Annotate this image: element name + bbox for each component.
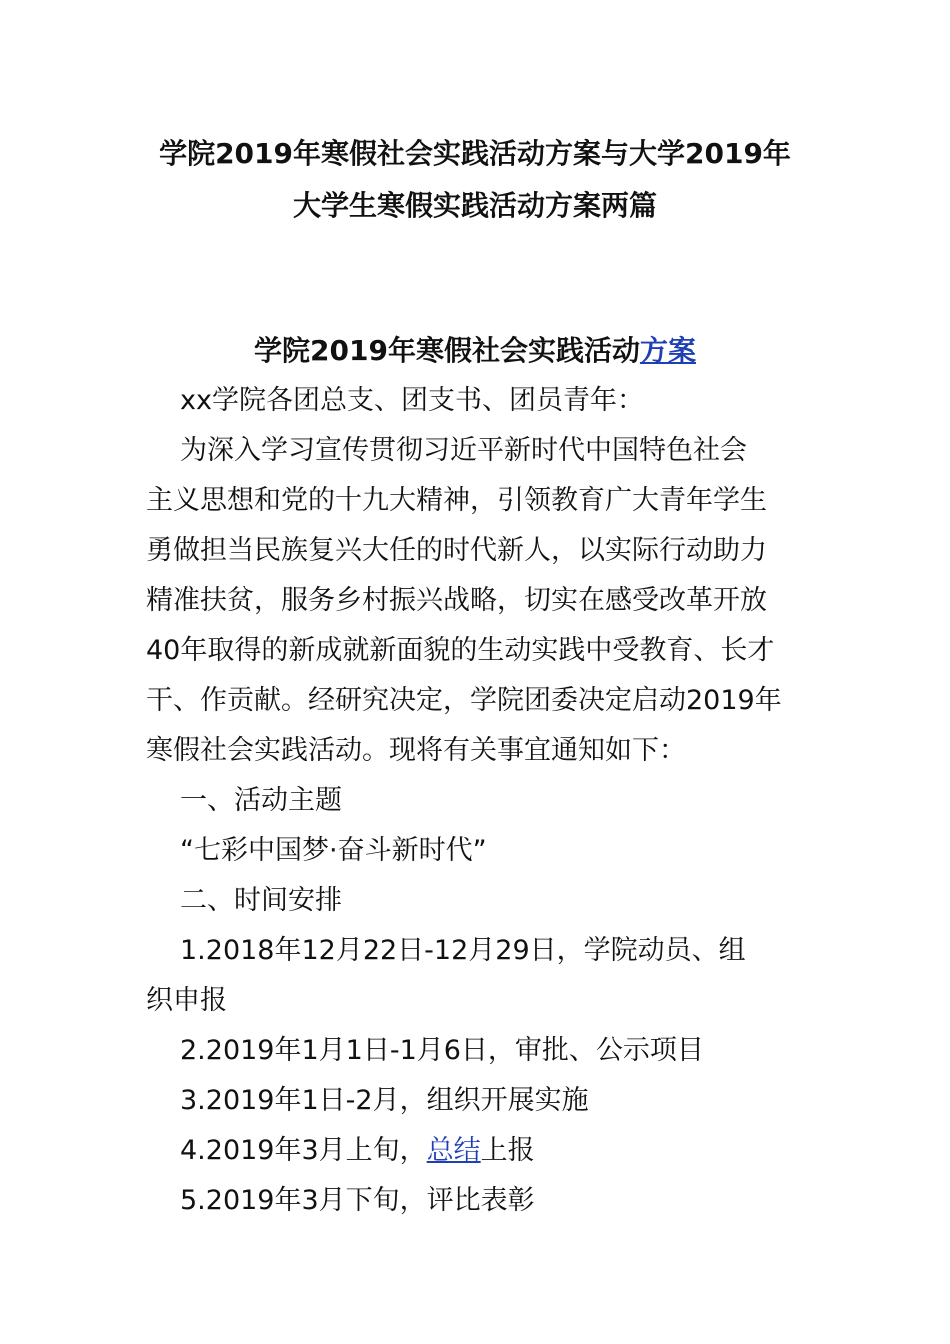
schedule-item-2: 2.2019年1月1日-1月6日，审批、公示项目 [180,1035,704,1066]
schedule-item-1-cont: 织申报 [146,985,227,1016]
intro-line: 主义思想和党的十九大精神，引领教育广大青年学生 [146,485,767,516]
document-body [146,376,810,1226]
schedule-item-3: 3.2019年1日-2月，组织开展实施 [180,1085,589,1116]
intro-line: 为深入学习宣传贯彻习近平新时代中国特色社会 [180,435,747,466]
intro-line: 寒假社会实践活动。现将有关事宜通知如下： [146,735,686,766]
schedule-item-4-suffix: 上报 [480,1135,535,1166]
summary-link[interactable]: 总结 [426,1135,481,1166]
intro-line: 精准扶贫，服务乡村振兴战略，切实在感受改革开放 [146,585,767,616]
document-title-line2: 大学生寒假实践活动方案两篇 [292,189,657,222]
heading-theme: 一、活动主题 [180,785,342,816]
theme-text: “七彩中国梦·奋斗新时代” [180,835,487,866]
section-title [120,326,830,376]
document-title-line1: 学院2019年寒假社会实践活动方案与大学2019年 [159,137,791,170]
heading-schedule: 二、时间安排 [180,885,342,916]
schedule-item-1: 1.2018年12月22日-12月29日，学院动员、组 [180,935,746,966]
section-title-link[interactable]: 方案 [639,334,696,367]
intro-line: 勇做担当民族复兴大任的时代新人，以实际行动助力 [146,535,767,566]
schedule-item-4 [146,1126,810,1176]
schedule-item-5: 5.2019年3月下旬，评比表彰 [180,1185,535,1216]
document-title [120,128,830,232]
schedule-item-4-prefix: 4.2019年3月上旬， [180,1135,427,1166]
salutation: xx学院各团总支、团支书、团员青年： [180,385,644,416]
intro-line: 40年取得的新成就新面貌的生动实践中受教育、长才 [146,635,775,666]
section-title-text: 学院2019年寒假社会实践活动 [254,334,640,367]
intro-line: 干、作贡献。经研究决定，学院团委决定启动2019年 [146,685,782,716]
